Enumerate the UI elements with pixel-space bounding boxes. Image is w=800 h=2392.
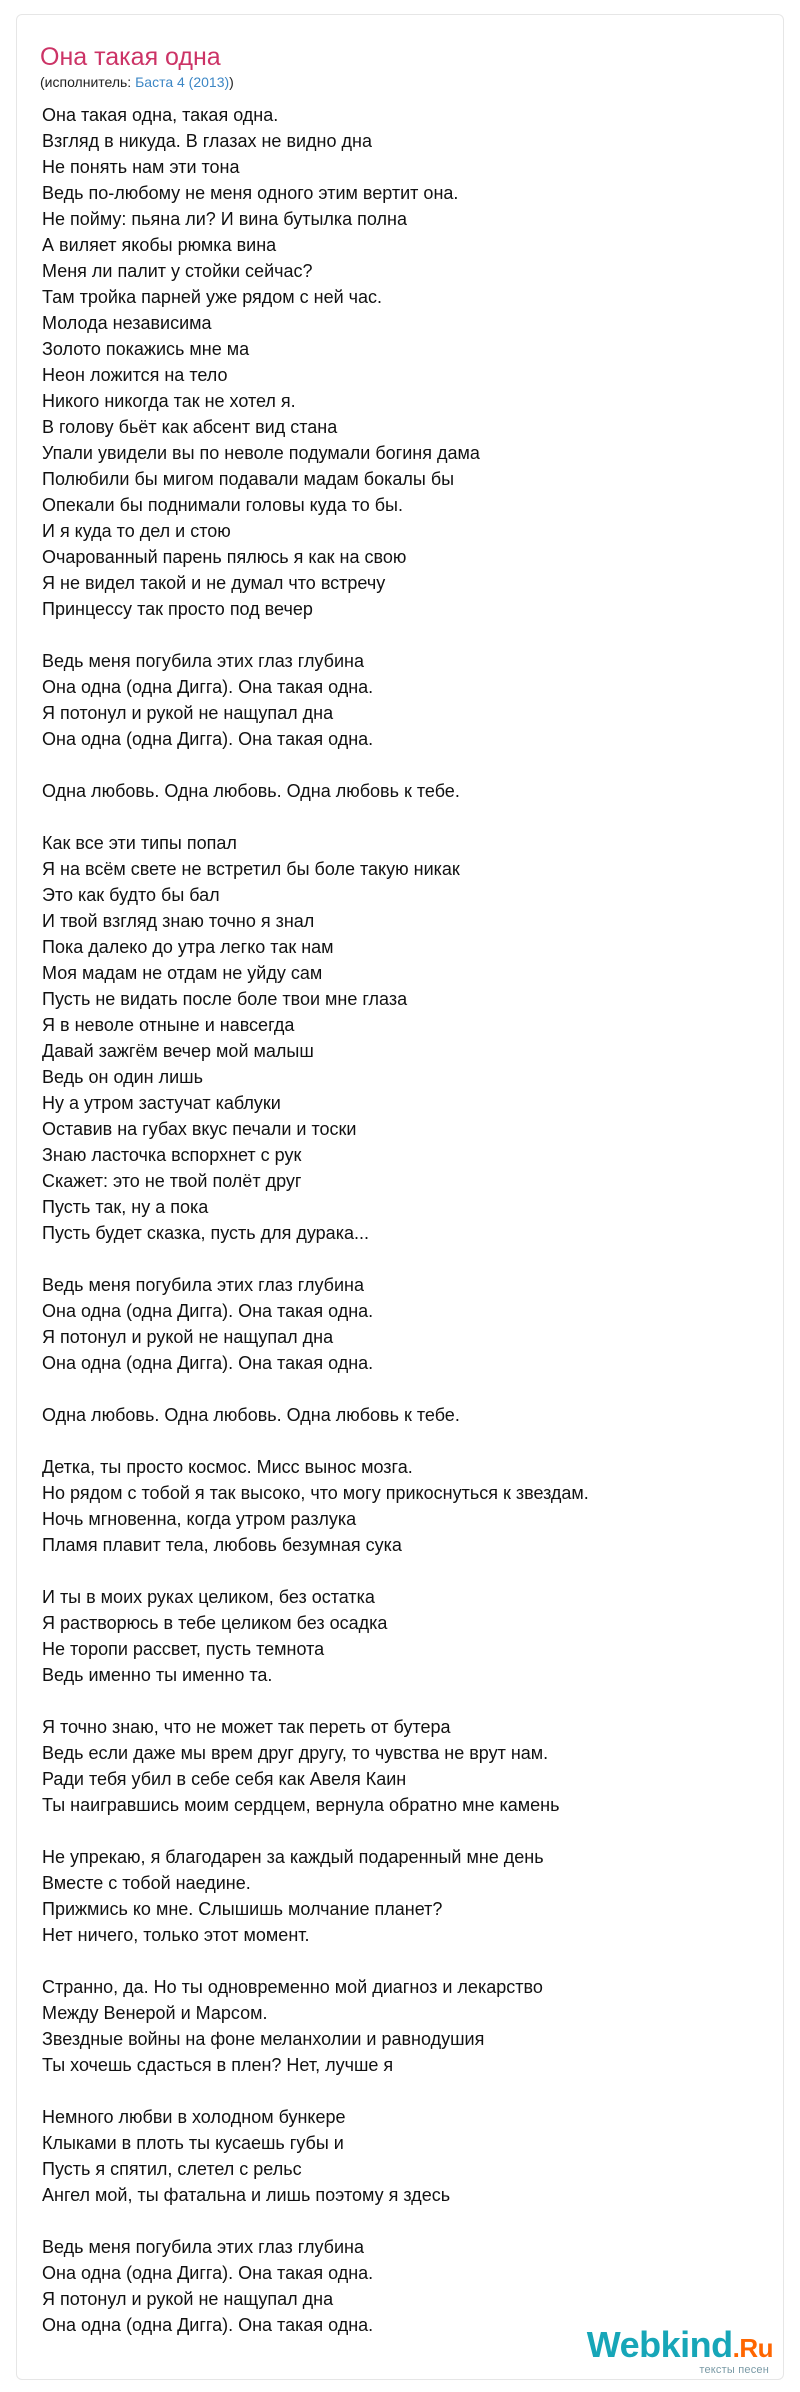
lyrics-line: Скажет: это не твой полёт друг xyxy=(42,1171,302,1191)
lyrics-line: Полюбили бы мигом подавали мадам бокалы бы xyxy=(42,469,455,489)
logo-tld: .Ru xyxy=(732,2333,773,2363)
lyrics-line: Пусть так, ну а пока xyxy=(42,1197,209,1217)
lyrics-stanza xyxy=(42,1584,762,1688)
logo-brand: Webkind xyxy=(586,2324,733,2365)
lyrics-line: Пока далеко до утра легко так нам xyxy=(42,937,334,957)
lyrics-line: Молода независима xyxy=(42,313,212,333)
lyrics-line: Ведь меня погубила этих глаз глубина xyxy=(42,2237,364,2257)
artist-prefix: (исполнитель: xyxy=(40,74,136,90)
lyrics-line: Моя мадам не отдам не уйду сам xyxy=(42,963,323,983)
lyrics-line: Я на всём свете не встретил бы боле такую никак xyxy=(42,859,460,879)
lyrics-line: Давай зажгём вечер мой малыш xyxy=(42,1041,314,1061)
lyrics-line: Ведь если даже мы врем друг другу, то чувства не врут нам. xyxy=(42,1743,549,1763)
lyrics-line: Она одна (одна Дигга). Она такая одна. xyxy=(42,729,374,749)
lyrics-line: Пламя плавит тела, любовь безумная сука xyxy=(42,1535,402,1555)
lyrics-line: Детка, ты просто космос. Мисс вынос мозга. xyxy=(42,1457,413,1477)
lyrics-line: Нет ничего, только этот момент. xyxy=(42,1925,310,1945)
lyrics-line: Не понять нам эти тона xyxy=(42,157,240,177)
lyrics-stanza xyxy=(42,1272,762,1376)
logo-tagline: тексты песен xyxy=(699,2364,769,2376)
lyrics-line: Она одна (одна Дигга). Она такая одна. xyxy=(42,2315,374,2335)
lyrics-line: И я куда то дел и стою xyxy=(42,521,231,541)
lyrics-line: Одна любовь. Одна любовь. Одна любовь к тебе. xyxy=(42,1405,460,1425)
logo-wordmark xyxy=(587,2324,773,2366)
lyrics-line: Ведь он один лишь xyxy=(42,1067,203,1087)
lyrics-line: Как все эти типы попал xyxy=(42,833,237,853)
lyrics-line: Клыками в плоть ты кусаешь губы и xyxy=(42,2133,344,2153)
lyrics-line: Не упрекаю, я благодарен за каждый подаренный мне день xyxy=(42,1847,544,1867)
lyrics-stanza xyxy=(42,1454,762,1558)
song-title: Она такая одна xyxy=(40,43,221,71)
lyrics-stanza xyxy=(42,1974,762,2078)
lyrics-line: Прижмись ко мне. Слышишь молчание планет? xyxy=(42,1899,443,1919)
lyrics-stanza xyxy=(42,648,762,752)
lyrics-line: Ведь меня погубила этих глаз глубина xyxy=(42,651,364,671)
lyrics-stanza xyxy=(42,778,762,804)
lyrics-stanza xyxy=(42,1402,762,1428)
lyrics-line: Ради тебя убил в себе себя как Авеля Каин xyxy=(42,1769,407,1789)
lyrics-line: Ангел мой, ты фатальна и лишь поэтому я здесь xyxy=(42,2185,451,2205)
lyrics-line: Она одна (одна Дигга). Она такая одна. xyxy=(42,1353,374,1373)
lyrics-line: И твой взгляд знаю точно я знал xyxy=(42,911,315,931)
lyrics-line: Я растворюсь в тебе целиком без осадка xyxy=(42,1613,388,1633)
lyrics-line: Неон ложится на тело xyxy=(42,365,228,385)
lyrics-line: Ты хочешь сдасться в плен? Нет, лучше я xyxy=(42,2055,394,2075)
lyrics-line: Ведь именно ты именно та. xyxy=(42,1665,273,1685)
lyrics-line: Опекали бы поднимали головы куда то бы. xyxy=(42,495,403,515)
lyrics-stanza xyxy=(42,2234,762,2338)
lyrics-line: Я потонул и рукой не нащупал дна xyxy=(42,1327,334,1347)
lyrics-line: Принцессу так просто под вечер xyxy=(42,599,313,619)
lyrics-line: Ну а утром застучат каблуки xyxy=(42,1093,281,1113)
lyrics-line: Не пойму: пьяна ли? И вина бутылка полна xyxy=(42,209,408,229)
lyrics-line: Не торопи рассвет, пусть темнота xyxy=(42,1639,325,1659)
lyrics-line: Меня ли палит у стойки сейчас? xyxy=(42,261,313,281)
lyrics-line: Звездные войны на фоне меланхолии и равнодушия xyxy=(42,2029,485,2049)
lyrics-line: Никого никогда так не хотел я. xyxy=(42,391,296,411)
lyrics-line: Странно, да. Но ты одновременно мой диагноз и лекарство xyxy=(42,1977,543,1997)
lyrics-line: Очарованный парень пялюсь я как на свою xyxy=(42,547,407,567)
lyrics-line: Оставив на губах вкус печали и тоски xyxy=(42,1119,357,1139)
lyrics-body xyxy=(42,102,762,2364)
lyrics-line: Пусть будет сказка, пусть для дурака... xyxy=(42,1223,369,1243)
lyrics-line: А виляет якобы рюмка вина xyxy=(42,235,277,255)
artist-link[interactable]: Баста 4 (2013) xyxy=(135,74,230,90)
lyrics-line: Между Венерой и Марсом. xyxy=(42,2003,268,2023)
lyrics-line: Знаю ласточка вспорхнет с рук xyxy=(42,1145,302,1165)
lyrics-line: Она такая одна, такая одна. xyxy=(42,105,279,125)
lyrics-line: Упали увидели вы по неволе подумали богиня дама xyxy=(42,443,480,463)
lyrics-line: И ты в моих руках целиком, без остатка xyxy=(42,1587,375,1607)
lyrics-line: Немного любви в холодном бункере xyxy=(42,2107,346,2127)
lyrics-line: Одна любовь. Одна любовь. Одна любовь к тебе. xyxy=(42,781,460,801)
lyrics-line: Я потонул и рукой не нащупал дна xyxy=(42,703,334,723)
lyrics-line: Ночь мгновенна, когда утром разлука xyxy=(42,1509,357,1529)
lyrics-stanza xyxy=(42,830,762,1246)
lyrics-line: Золото покажись мне ма xyxy=(42,339,250,359)
site-logo[interactable] xyxy=(573,2324,773,2374)
artist-line xyxy=(40,73,234,91)
lyrics-stanza xyxy=(42,1844,762,1948)
lyrics-stanza xyxy=(42,102,762,622)
lyrics-stanza xyxy=(42,1714,762,1818)
lyrics-line: Она одна (одна Дигга). Она такая одна. xyxy=(42,677,374,697)
lyrics-line: Но рядом с тобой я так высоко, что могу прикоснуться к звездам. xyxy=(42,1483,589,1503)
lyrics-line: Я точно знаю, что не может так переть от бутера xyxy=(42,1717,451,1737)
lyrics-stanza xyxy=(42,2104,762,2208)
lyrics-line: Она одна (одна Дигга). Она такая одна. xyxy=(42,1301,374,1321)
lyrics-line: Взгляд в никуда. В глазах не видно дна xyxy=(42,131,372,151)
lyrics-line: Ведь по-любому не меня одного этим вертит она. xyxy=(42,183,459,203)
lyrics-line: В голову бьёт как абсент вид стана xyxy=(42,417,338,437)
lyrics-line: Там тройка парней уже рядом с ней час. xyxy=(42,287,383,307)
lyrics-line: Это как будто бы бал xyxy=(42,885,220,905)
lyrics-line: Я потонул и рукой не нащупал дна xyxy=(42,2289,334,2309)
lyrics-line: Я не видел такой и не думал что встречу xyxy=(42,573,386,593)
lyrics-line: Ты наигравшись моим сердцем, вернула обратно мне камень xyxy=(42,1795,560,1815)
lyrics-line: Вместе с тобой наедине. xyxy=(42,1873,251,1893)
lyrics-line: Я в неволе отныне и навсегда xyxy=(42,1015,295,1035)
lyrics-line: Ведь меня погубила этих глаз глубина xyxy=(42,1275,364,1295)
artist-suffix: ) xyxy=(229,74,234,90)
lyrics-line: Пусть я спятил, слетел с рельс xyxy=(42,2159,302,2179)
lyrics-line: Она одна (одна Дигга). Она такая одна. xyxy=(42,2263,374,2283)
lyrics-line: Пусть не видать после боле твои мне глаза xyxy=(42,989,408,1009)
